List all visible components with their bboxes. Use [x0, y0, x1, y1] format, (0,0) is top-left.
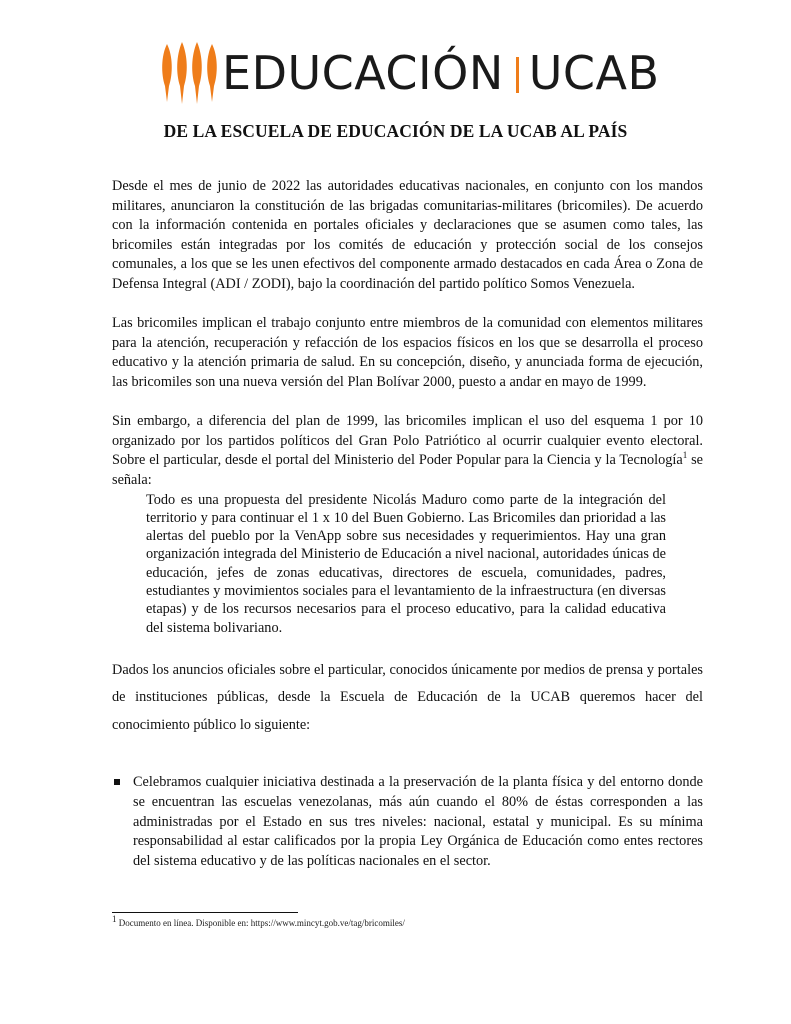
footnote-text: Documento en línea. Disponible en: https://www.mincyt.gob.ve/tag/bricomiles/ — [116, 918, 405, 928]
paragraph-4: Dados los anuncios oficiales sobre el particular, conocidos únicamente por medios de prensa y portales de instituciones públicas, desde la Escuela de Educación de la UCAB queremos hacer del conocimiento público lo siguiente: — [112, 661, 703, 733]
bullet-text: Celebramos cualquier iniciativa destinada a la preservación de la planta física y del entorno donde se encuentran las escuelas venezolanas, más aún cuando el 80% de éstas corresponden a las administradas por el Estado en sus tres niveles: nacional, estatal y municipal. Es su mínima responsabilidad al estar calificados por la propia Ley Orgánica de Educación como entes rectores del sistema educativo y de las políticas nacionales en el sector. — [133, 774, 703, 869]
paragraph-3 — [112, 412, 703, 490]
logo-left-text: EDUCACIÓN — [222, 46, 504, 100]
footnote-ref: 1 — [682, 450, 688, 461]
block-quote: Todo es una propuesta del presidente Nicolás Maduro como parte de la integración del territorio y para continuar el 1 x 10 del Buen Gobierno. Las Bricomiles dan prioridad a las alertas del pueblo por la VenApp sobre sus necesidades y requerimientos. Hay una gran organización integrada del Ministerio de Educación a nivel nacional, autoridades únicas de educación, jefes de zonas educativas, directores de escuela, comunidades, padres, estudiantes y movimientos sociales para el levantamiento de la infraestructura (en diversas etapas) y de los recursos necesarios para el proceso educativo, para la calidad educativa del sistema bolivariano. — [146, 491, 666, 636]
footnote — [112, 914, 405, 928]
paragraph-1: Desde el mes de junio de 2022 las autoridades educativas nacionales, en conjunto con los mandos militares, anunciaron la constitución de las brigadas comunitarias-militares (bricomiles). De acuerdo con la información contenida en portales oficiales y declaraciones que se asumen como tales, las bricomiles están integradas por los comités de educación y protección social de los consejos comunales, a los que se les unen efectivos del componente armado destacados en cada Área o Zona de Defensa Integral (ADI / ZODI), bajo la coordinación del partido político Somos Venezuela. — [112, 178, 703, 292]
footnote-divider — [112, 912, 298, 913]
paragraph-3-text: Sin embargo, a diferencia del plan de 1999, las bricomiles implican el uso del esquema 1 por 10 organizado por los partidos políticos del Gran Polo Patriótico al ocurrir cualquier evento electoral. Sobre el particular, desde el portal del Ministerio del Poder Popular para la Ciencia y la Tecnología — [112, 413, 703, 469]
document-body — [112, 177, 703, 871]
logo-right-text: UCAB — [528, 46, 660, 100]
logo-wordmark — [222, 40, 660, 106]
document-title: DE LA ESCUELA DE EDUCACIÓN DE LA UCAB AL PAÍS — [163, 121, 628, 141]
paragraph-2: Las bricomiles implican el trabajo conjunto entre miembros de la comunidad con elementos militares para la atención, recuperación y refacción de los espacios físicos en los que se desarrolla el proceso educativo y la atención primaria de salud. En su concepción, diseño, y anunciada forma de ejecución, las bricomiles son una nueva versión del Plan Bolívar 2000, puesto a andar en mayo de 1999. — [112, 315, 703, 390]
list-item — [112, 773, 703, 871]
footnote-number: 1 — [112, 914, 117, 924]
wheat-logo-icon — [160, 40, 218, 106]
paragraph-3-tail: se señala: — [112, 452, 703, 488]
logo-separator — [516, 57, 519, 93]
bullet-list — [112, 773, 703, 871]
header-logo — [160, 38, 660, 108]
square-bullet-icon — [114, 779, 120, 785]
